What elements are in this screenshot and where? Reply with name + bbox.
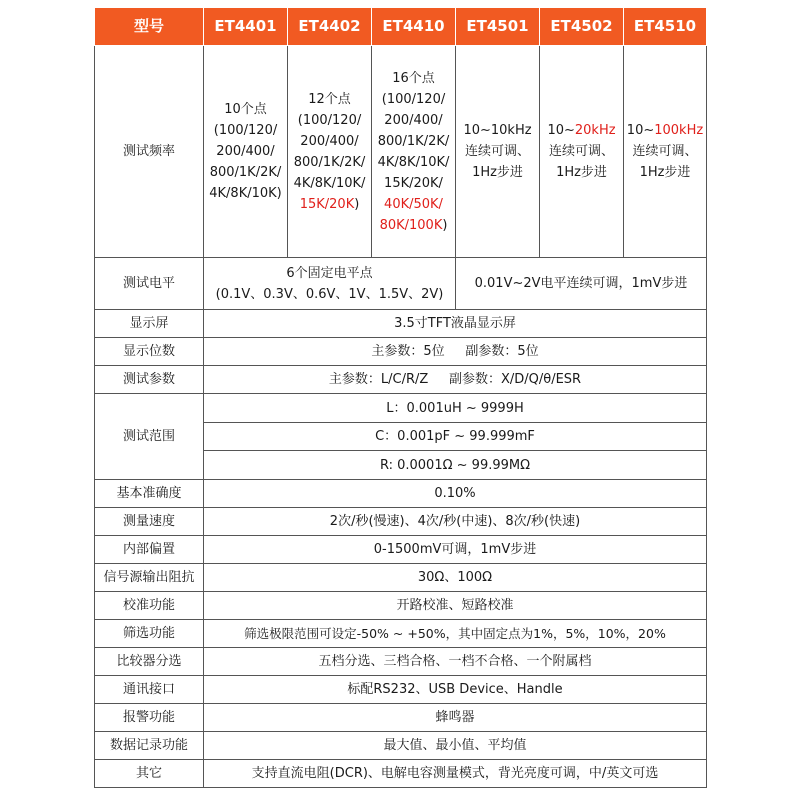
header-et4401: ET4401	[204, 8, 288, 46]
freq-et4501-line: 10~10kHz	[463, 123, 532, 138]
freq-et4402-line: 800/1K/2K/	[293, 154, 366, 170]
spec-label: 内部偏置	[95, 536, 204, 564]
freq-et4410-line: (100/120/	[381, 91, 446, 107]
spec-value: 标配RS232、USB Device、Handle	[204, 676, 707, 704]
header-model: 型号	[95, 8, 204, 46]
freq-et4410-close: )	[442, 217, 448, 233]
freq-et4402-line: (100/120/	[297, 112, 362, 128]
level-continuous: 0.01V~2V电平连续可调，1mV步进	[456, 258, 707, 310]
freq-et4502-line	[542, 120, 621, 141]
freq-et4510-line: 1Hz步进	[639, 165, 691, 180]
spec-value: 主参数：5位 副参数：5位	[204, 338, 707, 366]
spec-value: 0.10%	[204, 480, 707, 508]
spec-value: 30Ω、100Ω	[204, 564, 707, 592]
spec-label: 通讯接口	[95, 676, 204, 704]
spec-row	[95, 760, 707, 788]
level-fixed	[204, 258, 456, 310]
freq-et4401-line: (100/120/	[213, 123, 278, 138]
spec-row	[95, 536, 707, 564]
spec-value: 0-1500mV可调，1mV步进	[204, 536, 707, 564]
freq-et4402-close: )	[354, 196, 360, 212]
freq-et4410-line: 4K/8K/10K/	[377, 154, 450, 170]
freq-et4410-line: 800/1K/2K/	[377, 133, 450, 149]
freq-et4410-line: 200/400/	[384, 112, 443, 128]
spec-row	[95, 676, 707, 704]
spec-row	[95, 366, 707, 394]
spec-row	[95, 648, 707, 676]
freq-et4402-line: 200/400/	[300, 133, 359, 149]
spec-row	[95, 338, 707, 366]
freq-et4502-line: 连续可调、	[548, 144, 614, 159]
spec-label: 比较器分选	[95, 648, 204, 676]
spec-label: 测试参数	[95, 366, 204, 394]
spec-value: 蜂鸣器	[204, 704, 707, 732]
spec-table	[94, 7, 707, 788]
spec-label: 显示位数	[95, 338, 204, 366]
freq-et4401	[204, 46, 288, 258]
spec-row	[95, 564, 707, 592]
header-et4410: ET4410	[372, 8, 456, 46]
range-value: R: 0.0001Ω ~ 99.99MΩ	[204, 451, 707, 480]
freq-et4402-line: 12个点	[308, 91, 351, 107]
freq-et4502-prefix: 10~	[547, 123, 575, 138]
range-value: L：0.001uH ~ 9999H	[204, 394, 707, 423]
freq-et4402-line-last	[290, 194, 369, 215]
spec-label: 信号源输出阻抗	[95, 564, 204, 592]
spec-label: 基本准确度	[95, 480, 204, 508]
range-value: C：0.001pF ~ 99.999mF	[204, 423, 707, 451]
spec-label: 显示屏	[95, 310, 204, 338]
spec-value: 开路校准、短路校准	[204, 592, 707, 620]
spec-value: 五档分选、三档合格、一档不合格、一个附属档	[204, 648, 707, 676]
level-row	[95, 258, 707, 310]
spec-row	[95, 704, 707, 732]
header-et4501: ET4501	[456, 8, 540, 46]
freq-et4401-line: 4K/8K/10K)	[209, 186, 282, 201]
level-fixed-line: 6个固定电平点	[286, 265, 373, 281]
range-label: 测试范围	[95, 394, 204, 480]
spec-label: 其它	[95, 760, 204, 788]
freq-et4401-line: 800/1K/2K/	[209, 165, 282, 180]
freq-label: 测试频率	[95, 46, 204, 258]
spec-value: 最大值、最小值、平均值	[204, 732, 707, 760]
freq-et4402-line: 4K/8K/10K/	[293, 175, 366, 191]
freq-et4502	[540, 46, 624, 258]
freq-et4501-line: 1Hz步进	[472, 165, 523, 180]
freq-et4502-line: 1Hz步进	[556, 165, 607, 180]
spec-row	[95, 620, 707, 648]
range-row	[95, 394, 707, 423]
header-et4402: ET4402	[288, 8, 372, 46]
freq-et4410-line-last	[374, 215, 453, 236]
spec-row	[95, 592, 707, 620]
spec-row	[95, 480, 707, 508]
freq-et4410-highlight: 80K/100K	[379, 217, 443, 233]
freq-et4410	[372, 46, 456, 258]
spec-value: 筛选极限范围可设定-50% ~ +50%，其中固定点为1%，5%，10%，20%	[204, 620, 707, 648]
freq-et4510	[624, 46, 707, 258]
spec-value: 2次/秒(慢速)、4次/秒(中速)、8次/秒(快速)	[204, 508, 707, 536]
header-row	[95, 8, 707, 46]
freq-et4410-highlight: 40K/50K/	[384, 196, 443, 212]
spec-row	[95, 508, 707, 536]
header-et4502: ET4502	[540, 8, 624, 46]
freq-et4510-line	[626, 120, 704, 141]
freq-et4410-line: 15K/20K/	[384, 175, 443, 191]
spec-label: 校准功能	[95, 592, 204, 620]
freq-et4410-line: 16个点	[392, 70, 435, 86]
spec-row	[95, 732, 707, 760]
freq-et4510-highlight: 100kHz	[654, 123, 704, 138]
spec-value: 3.5寸TFT液晶显示屏	[204, 310, 707, 338]
freq-row	[95, 46, 707, 258]
spec-value: 主参数：L/C/R/Z 副参数：X/D/Q/θ/ESR	[204, 366, 707, 394]
freq-et4501-line: 连续可调、	[464, 144, 530, 159]
freq-et4402-highlight: 15K/20K	[299, 196, 355, 212]
freq-et4510-line: 连续可调、	[632, 144, 698, 159]
header-et4510: ET4510	[624, 8, 707, 46]
spec-label: 数据记录功能	[95, 732, 204, 760]
freq-et4401-line: 10个点	[224, 102, 267, 117]
spec-label: 筛选功能	[95, 620, 204, 648]
freq-et4401-line: 200/400/	[216, 144, 275, 159]
freq-et4501	[456, 46, 540, 258]
freq-et4510-prefix: 10~	[626, 123, 655, 138]
level-fixed-line: (0.1V、0.3V、0.6V、1V、1.5V、2V)	[215, 286, 444, 302]
spec-label: 测量速度	[95, 508, 204, 536]
level-label: 测试电平	[95, 258, 204, 310]
spec-row	[95, 310, 707, 338]
freq-et4502-highlight: 20kHz	[574, 123, 616, 138]
freq-et4402	[288, 46, 372, 258]
spec-value: 支持直流电阻(DCR)、电解电容测量模式，背光亮度可调，中/英文可选	[204, 760, 707, 788]
spec-label: 报警功能	[95, 704, 204, 732]
